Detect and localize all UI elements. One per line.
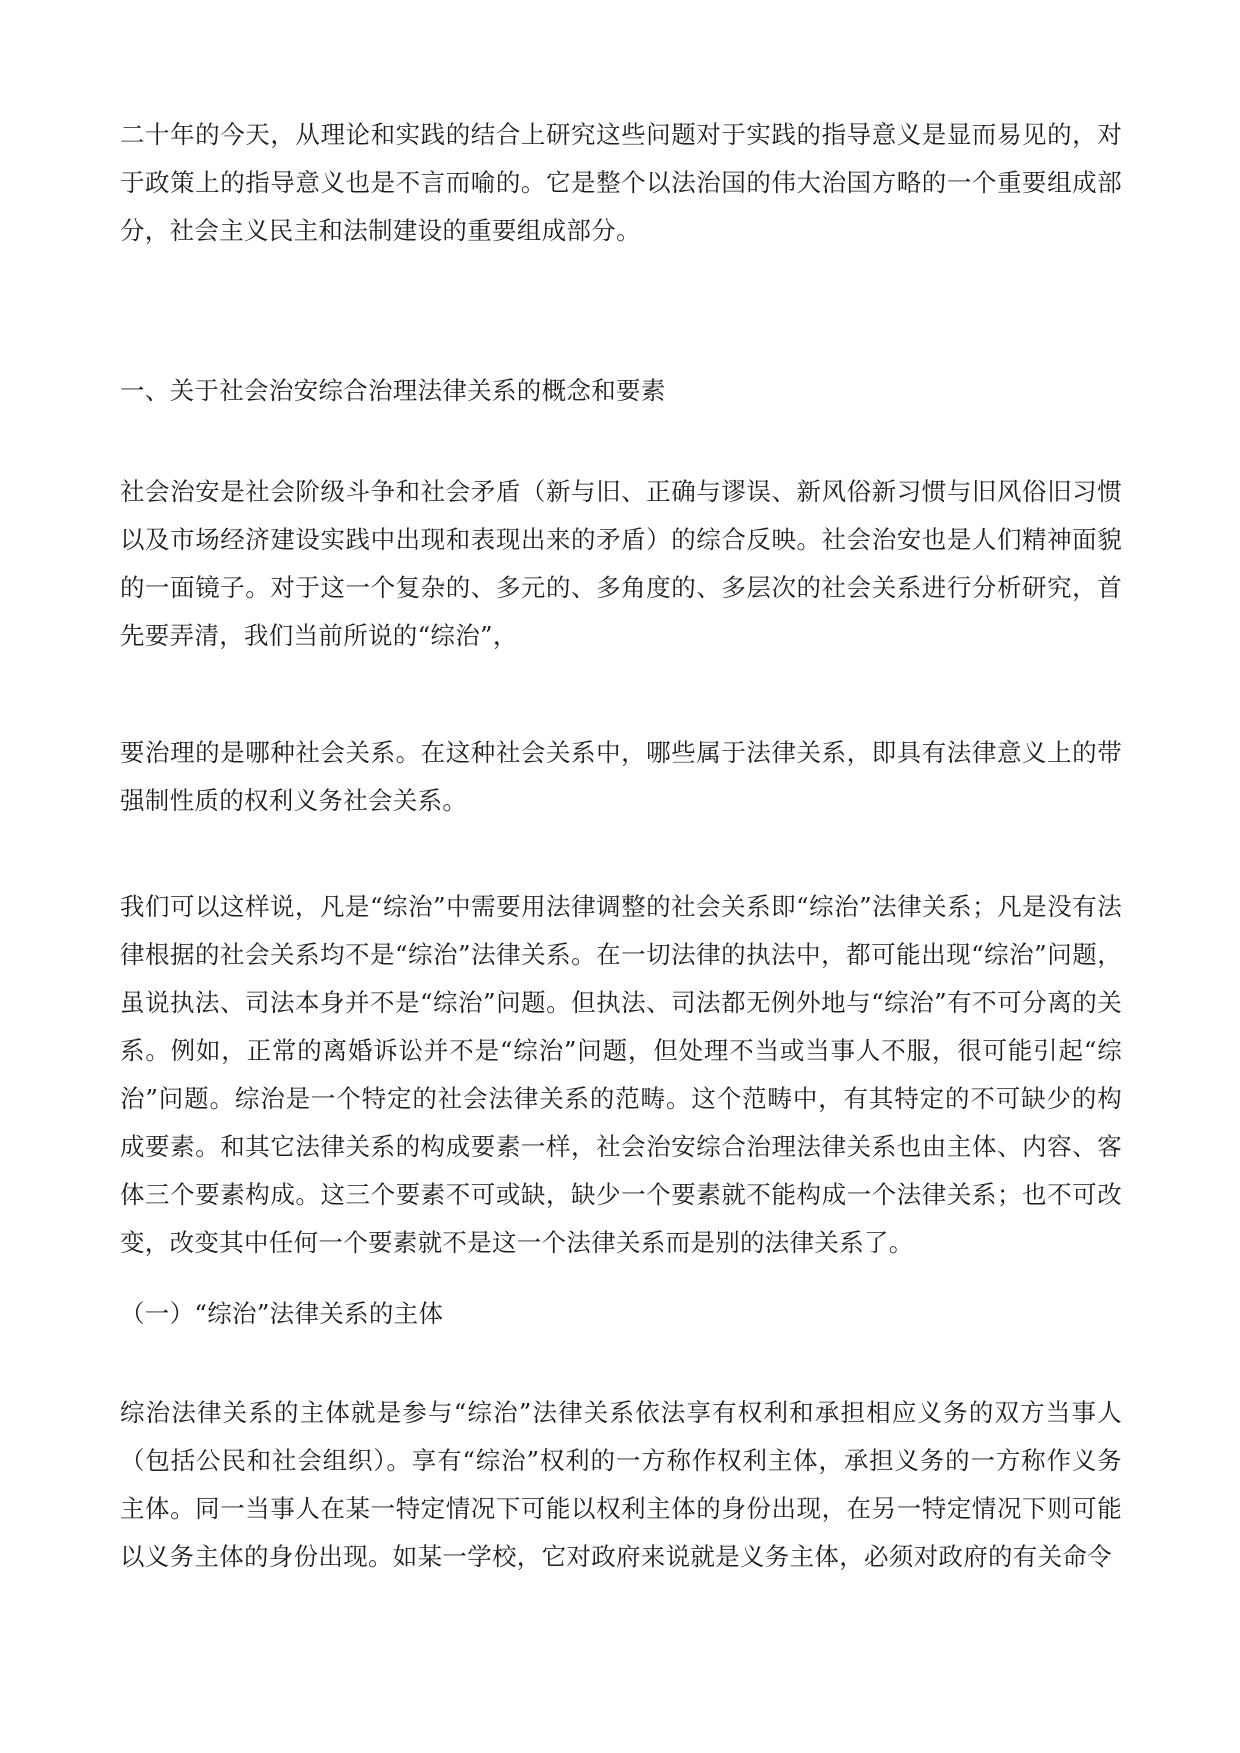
paragraph-2: 要治理的是哪种社会关系。在这种社会关系中，哪些属于法律关系，即具有法律意义上的带强制性质的权利义务社会关系。 (120, 738, 1122, 815)
subsection-heading: （一）“综治”法律关系的主体 (120, 1299, 444, 1328)
paragraph-3: 我们可以这样说，凡是“综治”中需要用法律调整的社会关系即“综治”法律关系；凡是没有法律根据的社会关系均不是“综治”法律关系。在一切法律的执法中，都可能出现“综治”问题，虽说执法、司法本身并不是“综治”问题。但执法、司法都无例外地与“综治”有不可分离的关系。例如，正常的离婚诉讼并不是“综治”问题，但处理不当或当事人不服，很可能引起“综治”问题。综治是一个特定的社会法律关系的范畴。这个范畴中，有其特定的不可缺少的构成要素。和其它法律关系的构成要素一样，社会治安综合治理法律关系也由主体、内容、客体三个要素构成。这三个要素不可或缺，缺少一个要素就不能构成一个法律关系；也不可改变，改变其中任何一个要素就不是这一个法律关系而是别的法律关系了。 (120, 892, 1122, 1257)
paragraph-1: 社会治安是社会阶级斗争和社会矛盾（新与旧、正确与谬误、新风俗新习惯与旧风俗旧习惯以及市场经济建设实践中出现和表现出来的矛盾）的综合反映。社会治安也是人们精神面貌的一面镜子。对于这一个复杂的、多元的、多角度的、多层次的社会关系进行分析研究，首先要弄清，我们当前所说的“综治”， (120, 477, 1122, 650)
intro-paragraph: 二十年的今天，从理论和实践的结合上研究这些问题对于实践的指导意义是显而易见的，对于政策上的指导意义也是不言而喻的。它是整个以法治国的伟大治国方略的一个重要组成部分，社会主义民主和法制建设的重要组成部分。 (120, 120, 1122, 245)
section-heading: 一、关于社会治安综合治理法律关系的概念和要素 (120, 376, 666, 405)
paragraph-4: 综治法律关系的主体就是参与“综治”法律关系依法享有权利和承担相应义务的双方当事人（包括公民和社会组织）。享有“综治”权利的一方称作权利主体，承担义务的一方称作义务主体。同一当事人在某一特定情况下可能以权利主体的身份出现，在另一特定情况下则可能以义务主体的身份出现。如某一学校，它对政府来说就是义务主体，必须对政府的有关命令 (120, 1398, 1122, 1571)
